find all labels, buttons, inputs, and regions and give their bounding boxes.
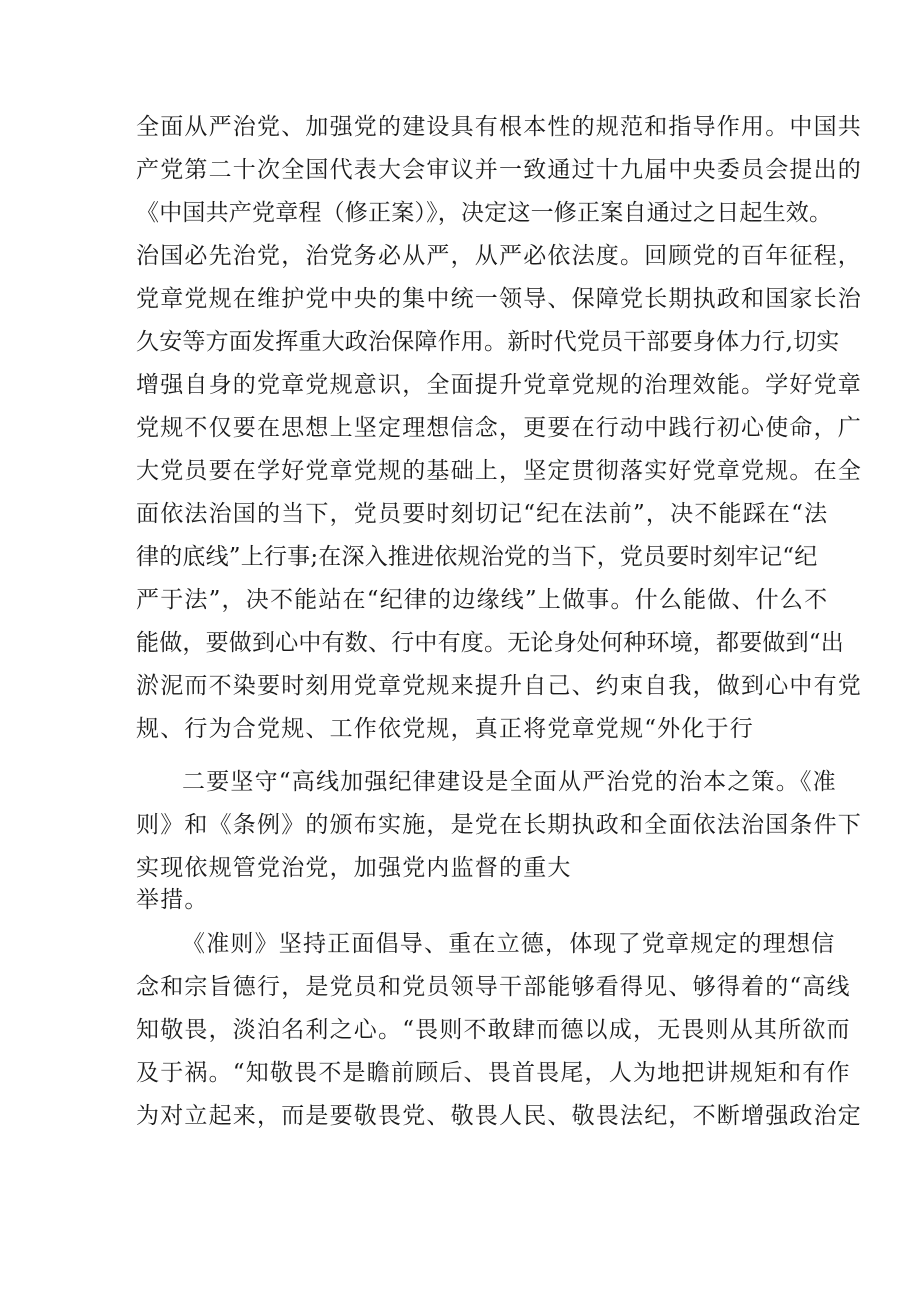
text-line: 及于祸。“知敬畏不是瞻前顾后、畏首畏尾，人为地把讲规矩和有作 <box>136 1060 851 1086</box>
text-line: 增强自身的党章党规意识，全面提升党章党规的治理效能。学好党章 <box>136 372 862 398</box>
text-line: 为对立起来，而是要敬畏党、敬畏人民、敬畏法纪，不断增强政治定 <box>136 1103 862 1129</box>
text-line: 则》和《条例》的颁布实施，是党在长期执政和全面依法治国条件下 <box>136 812 862 838</box>
text-line: 能做，要做到心中有数、行中有度。无论身处何种环境，都要做到“出 <box>136 630 844 656</box>
text-line: 规、行为合党规、工作依党规，真正将党章党规“外化于行 <box>136 716 754 742</box>
text-line: 《中国共产党章程（修正案）》，决定这一修正案自通过之日起生效。 <box>136 200 833 226</box>
text-line: 产党第二十次全国代表大会审议并一致通过十九届中央委员会提出的 <box>136 157 862 183</box>
text-line: 严于法”，决不能站在“纪律的边缘线”上做事。什么能做、什么不 <box>136 587 829 613</box>
text-line: 全面从严治党、加强党的建设具有根本性的规范和指导作用。中国共 <box>136 114 862 140</box>
text-line: 知敬畏，淡泊名利之心。“畏则不敢肆而德以成，无畏则从其所欲而 <box>136 1017 851 1043</box>
text-line: 淤泥而不染要时刻用党章党规来提升自己、约束自我，做到心中有党 <box>136 673 862 699</box>
text-line: 《准则》坚持正面倡导、重在立德，体现了党章规定的理想信 <box>182 931 836 957</box>
text-line: 党规不仅要在思想上坚定理想信念，更要在行动中践行初心使命，广 <box>136 415 862 441</box>
text-line: 实现依规管党治党，加强党内监督的重大 <box>136 855 572 881</box>
text-line: 律的底线”上行事;在深入推进依规治党的当下，党员要时刻牢记“纪 <box>136 544 818 570</box>
text-line: 大党员要在学好党章党规的基础上，坚定贯彻落实好党章党规。在全 <box>136 458 862 484</box>
text-line: 久安等方面发挥重大政治保障作用。新时代党员干部要身体力行,切实 <box>136 329 840 355</box>
text-line: 党章党规在维护党中央的集中统一领导、保障党长期执政和国家长治 <box>136 286 862 312</box>
text-line: 面依法治国的当下，党员要时刻切记“纪在法前”，决不能踩在“法 <box>136 501 829 527</box>
text-line: 举措。 <box>136 887 209 913</box>
text-line: 二要坚守“高线加强纪律建设是全面从严治党的治本之策。《准 <box>182 769 837 795</box>
text-line: 念和宗旨德行，是党员和党员领导干部能够看得见、够得着的“高线 <box>136 974 851 1000</box>
text-line: 治国必先治党，治党务必从严，从严必依法度。回顾党的百年征程， <box>136 243 862 269</box>
